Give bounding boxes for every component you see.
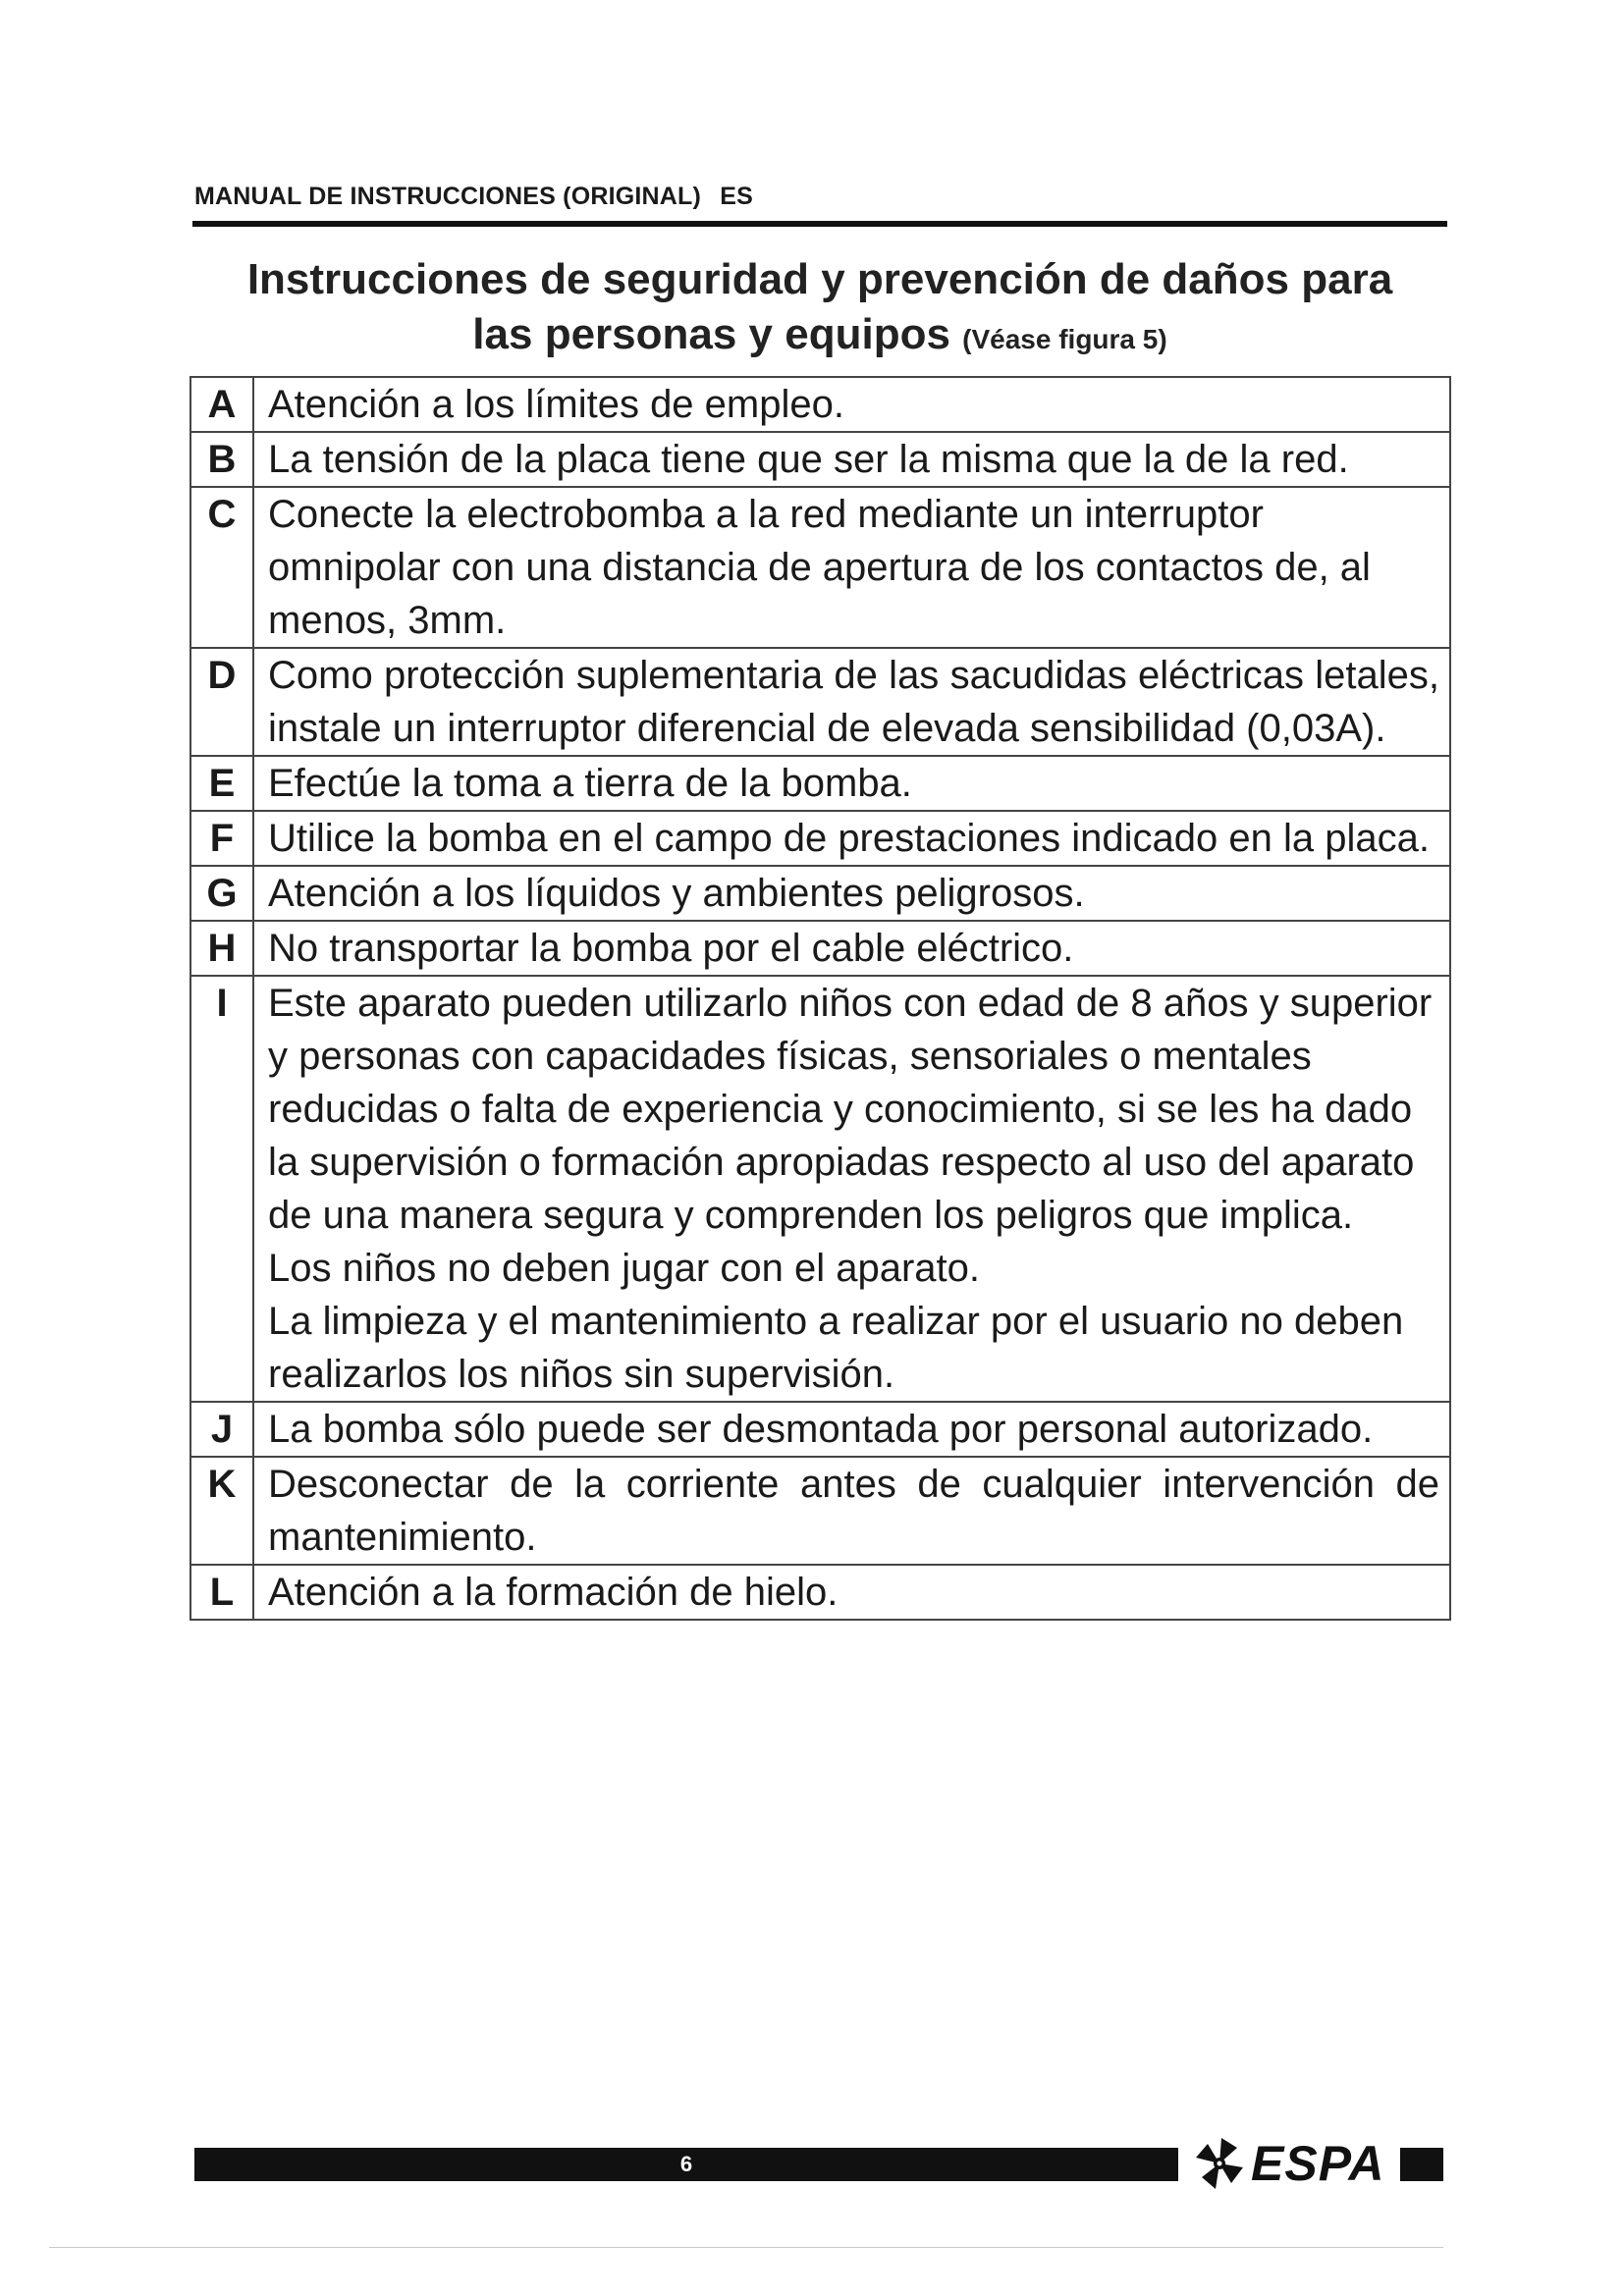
instruction-row: [190, 1402, 1450, 1457]
section-title: [187, 252, 1453, 367]
header-rule: [192, 221, 1447, 227]
manual-title: MANUAL DE INSTRUCCIONES (ORIGINAL): [194, 183, 702, 210]
instruction-paragraph: Atención a los líquidos y ambientes peligrosos.: [268, 872, 1085, 915]
instruction-paragraph: Como protección suplementaria de las sacudidas eléctricas letales, instale un interruptor diferencial de elevada sensibilidad (0,03A).: [268, 654, 1439, 750]
instruction-paragraph: La tensión de la placa tiene que ser la misma que la de la red.: [268, 438, 1349, 481]
instruction-paragraph: La limpieza y el mantenimiento a realizar por el usuario no deben realizarlos los niños sin supervisión.: [268, 1300, 1404, 1396]
instruction-paragraph: Atención a la formación de hielo.: [268, 1571, 839, 1614]
instruction-paragraph: Este aparato pueden utilizarlo niños con edad de 8 años y superior y personas con capacidades físicas, sensoriales o mentales reducidas o falta de experiencia y conocimiento, si se les ha dado la supervisión o formación apropiadas respecto al uso del aparato de una manera segura y comprenden los peligros que implica.: [268, 982, 1433, 1237]
figure-reference: (Véase figura 5): [962, 324, 1167, 354]
instruction-paragraph: Utilice la bomba en el campo de prestaciones indicado en la placa.: [268, 817, 1430, 860]
instruction-text: [253, 432, 1450, 487]
safety-instructions-table: [189, 376, 1451, 1621]
instruction-letter: I: [190, 976, 253, 1402]
instruction-row: [190, 377, 1450, 432]
brand-logo: [1192, 2132, 1384, 2195]
instruction-row: [190, 648, 1450, 756]
instruction-row: [190, 1457, 1450, 1565]
manual-header: [194, 183, 1445, 211]
instruction-paragraph: No transportar la bomba por el cable eléctrico.: [268, 927, 1074, 970]
section-title-line2-text: las personas y equipos: [472, 310, 950, 358]
instruction-row: [190, 487, 1450, 648]
instruction-letter: C: [190, 487, 253, 648]
instruction-letter: G: [190, 866, 253, 921]
instruction-letter: D: [190, 648, 253, 756]
instruction-letter: K: [190, 1457, 253, 1565]
instruction-letter: H: [190, 921, 253, 976]
section-title-line1: Instrucciones de seguridad y prevención de daños para: [246, 255, 1393, 303]
instruction-text: [253, 1402, 1450, 1457]
instruction-row: [190, 756, 1450, 811]
instruction-letter: B: [190, 432, 253, 487]
instruction-paragraph: Desconectar de la corriente antes de cualquier intervención de mantenimiento.: [268, 1463, 1439, 1559]
footer-bar-end: [1400, 2148, 1443, 2181]
instruction-text: [253, 811, 1450, 866]
bottom-rule: [49, 2247, 1443, 2248]
instruction-paragraph: Atención a los límites de empleo.: [268, 383, 844, 426]
instruction-text: [253, 921, 1450, 976]
page-number: 6: [679, 2152, 693, 2176]
espa-pinwheel-icon: [1192, 2134, 1247, 2193]
instruction-row: [190, 866, 1450, 921]
instruction-letter: A: [190, 377, 253, 432]
instruction-text: [253, 866, 1450, 921]
instruction-text: [253, 487, 1450, 648]
language-code: ES: [720, 183, 753, 210]
instruction-text: [253, 648, 1450, 756]
instruction-paragraph: Efectúe la toma a tierra de la bomba.: [268, 762, 912, 805]
instruction-row: [190, 921, 1450, 976]
instruction-text: [253, 1457, 1450, 1565]
instruction-row: [190, 811, 1450, 866]
instruction-row: [190, 1565, 1450, 1620]
brand-name: ESPA: [1251, 2136, 1385, 2191]
instruction-letter: F: [190, 811, 253, 866]
instruction-paragraph: La bomba sólo puede ser desmontada por personal autorizado.: [268, 1408, 1374, 1451]
instruction-letter: E: [190, 756, 253, 811]
instruction-row: [190, 976, 1450, 1402]
instruction-text: [253, 377, 1450, 432]
instruction-paragraph: Conecte la electrobomba a la red mediante un interruptor omnipolar con una distancia de apertura de los contactos de, al menos, 3mm.: [268, 493, 1371, 642]
instruction-text: [253, 756, 1450, 811]
section-title-line2: [187, 307, 1453, 367]
instruction-letter: J: [190, 1402, 253, 1457]
instruction-row: [190, 432, 1450, 487]
instruction-text: [253, 976, 1450, 1402]
safety-table-body: [190, 377, 1450, 1620]
instruction-text: [253, 1565, 1450, 1620]
instruction-paragraph: Los niños no deben jugar con el aparato.: [268, 1247, 980, 1290]
instruction-letter: L: [190, 1565, 253, 1620]
